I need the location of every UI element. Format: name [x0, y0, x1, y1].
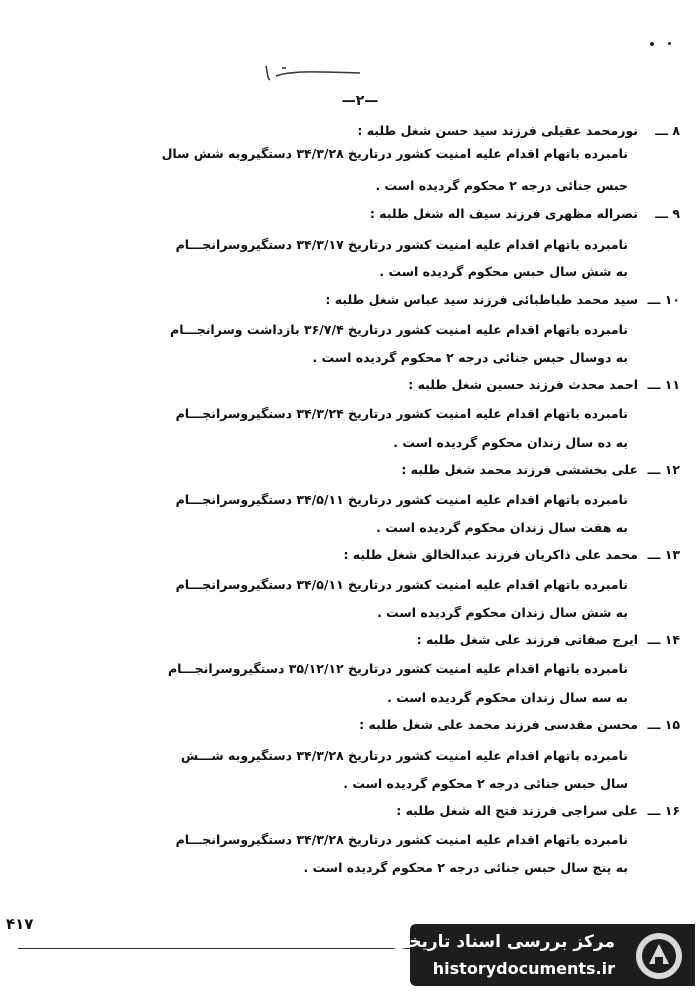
entry-title: نصراله مظهری فرزند سیف اله شغل طلبه :	[369, 206, 638, 221]
page-number: —۲—	[341, 93, 379, 109]
entry-text-line: نامبرده باتهام اقدام علیه امنیت کشور درتاریخ ۳۴/۳/۲۴ دستگیروسرانجـــام	[175, 406, 628, 421]
entry-text-line: سال حبس جنائی درجه ۲ محکوم گردیده است .	[343, 776, 628, 791]
speck	[650, 42, 654, 46]
entry-title: سید محمد طباطبائی فرزند سید عباس شغل طلبه :	[325, 292, 638, 307]
entry-number: ۱۳ ـــ	[647, 547, 680, 562]
entry-title: نورمحمد عقیلی فرزند سید حسن شغل طلبه :	[357, 123, 638, 138]
entry-title: احمد محدث فرزند حسین شغل طلبه :	[408, 377, 638, 392]
entry-text-line: حبس جنائی درجه ۲ محکوم گردیده است .	[375, 178, 628, 193]
entry-text-line: نامبرده باتهام اقدام علیه امنیت کشور درتاریخ ۳۴/۵/۱۱ دستگیروسرانجـــام	[175, 492, 628, 507]
entry-text-line: به سه سال زندان محکوم گردیده است .	[387, 690, 628, 705]
entry-number: ۱۶ ـــ	[647, 803, 680, 818]
entry-text-line: به ده سال زندان محکوم گردیده است .	[393, 435, 628, 450]
entry-text-line: به هفت سال زندان محکوم گردیده است .	[376, 520, 628, 535]
entry-title: محمد علی ذاکریان فرزند عبدالخالق شغل طلبه :	[343, 547, 638, 562]
entry-text-line: نامبرده باتهام اقدام علیه امنیت کشور درتاریخ ۳۴/۵/۱۱ دستگیروسرانجـــام	[175, 577, 628, 592]
entry-text-line: نامبرده باتهام اقدام علیه امنیت کشور درتاریخ ۳۴/۳/۲۸ دستگیروسرانجـــام	[175, 832, 628, 847]
entry-text-line: نامبرده باتهام اقدام علیه امنیت کشور درتاریخ ۳۴/۳/۲۸ دستگیروبه شـــش	[180, 748, 628, 763]
entry-text-line: به دوسال حبس جنائی درجه ۲ محکوم گردیده است .	[312, 350, 628, 365]
entry-title: محسن مقدسی فرزند محمد علی شغل طلبه :	[359, 717, 638, 732]
watermark-url: historydocuments.ir	[432, 959, 615, 978]
entry-number: ۹ ـــ	[655, 206, 680, 221]
entry-title: علی سراجی فرزند فتح اله شغل طلبه :	[396, 803, 638, 818]
watermark-banner	[392, 924, 695, 986]
entry-text-line: به شش سال حبس محکوم گردیده است .	[379, 264, 628, 279]
archive-code: ۴۱۷	[6, 915, 34, 933]
entry-text-line: نامبرده باتهام اقدام علیه امنیت کشور درتاریخ ۳۴/۳/۲۸ دستگیروبه شش سال	[161, 146, 628, 161]
entry-text-line: نامبرده باتهام اقدام علیه امنیت کشور درتاریخ ۳۴/۳/۱۷ دستگیروسرانجـــام	[175, 237, 628, 252]
entry-number: ۸ ـــ	[655, 123, 680, 138]
entry-title: ایرج صفاتی فرزند علی شغل طلبه :	[416, 632, 638, 647]
handwritten-scribble	[262, 60, 372, 84]
entry-number: ۱۴ ـــ	[647, 632, 680, 647]
entry-text-line: به پنج سال حبس جنائی درجه ۲ محکوم گردیده است .	[303, 860, 628, 875]
entry-number: ۱۰ ـــ	[647, 292, 680, 307]
watermark-title: مرکز بررسی اسناد تاریخی	[392, 932, 615, 952]
archive-seal-icon	[633, 930, 685, 982]
entry-number: ۱۱ ـــ	[647, 377, 680, 392]
speck	[668, 42, 671, 45]
entry-text-line: به شش سال زندان محکوم گردیده است .	[377, 605, 628, 620]
entry-text-line: نامبرده باتهام اقدام علیه امنیت کشور درتاریخ ۳۶/۷/۴ بازداشت وسرانجـــام	[170, 322, 628, 337]
entry-number: ۱۵ ـــ	[647, 717, 680, 732]
entry-text-line: نامبرده باتهام اقدام علیه امنیت کشور درتاریخ ۳۵/۱۲/۱۲ دستگیروسرانجـــام	[167, 661, 628, 676]
entry-title: علی بخششی فرزند محمد شغل طلبه :	[401, 462, 638, 477]
entry-number: ۱۲ ـــ	[647, 462, 680, 477]
